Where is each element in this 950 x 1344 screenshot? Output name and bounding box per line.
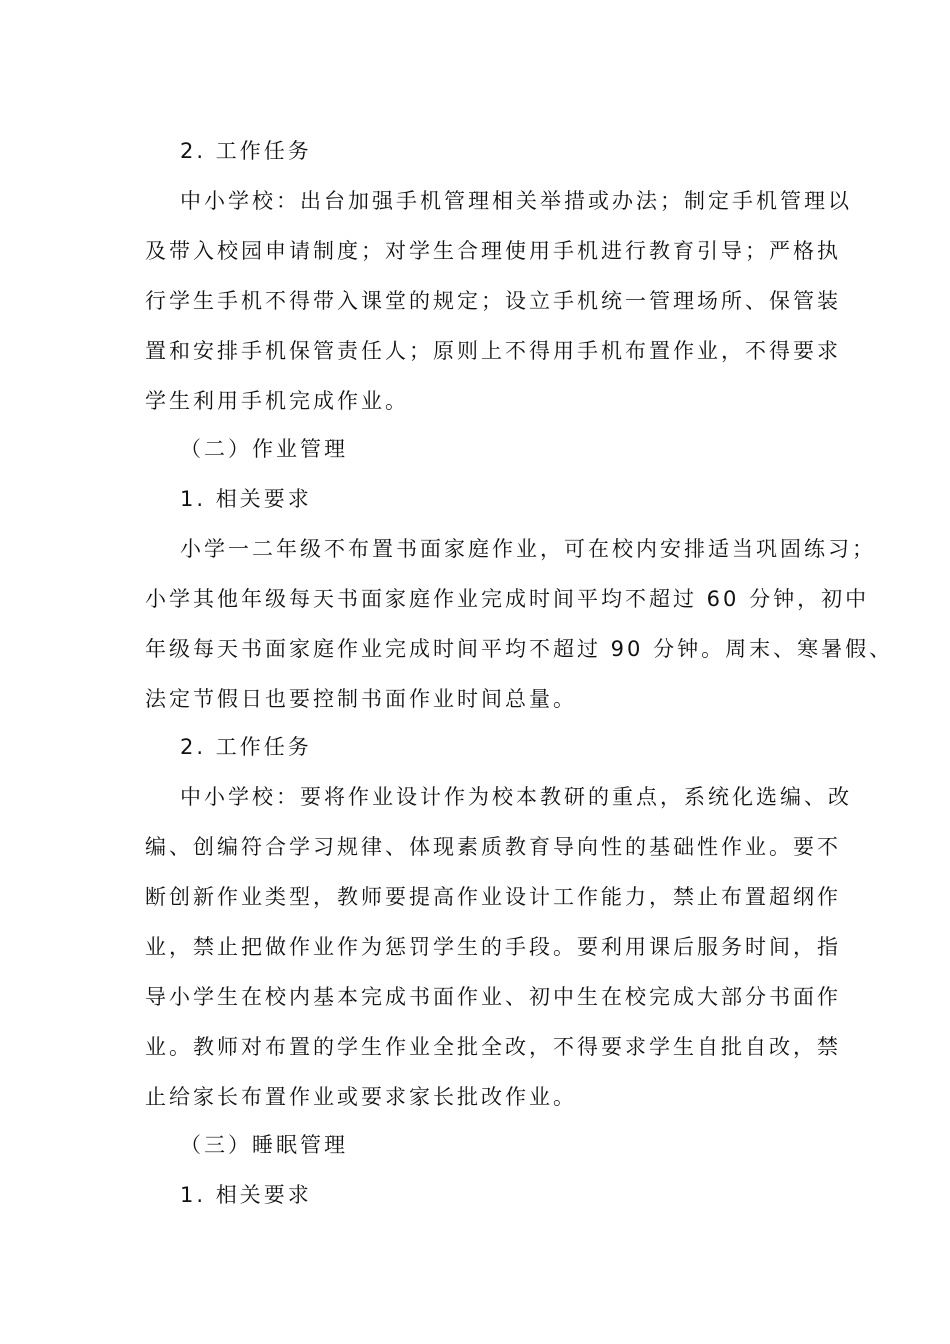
paragraph-line: 断创新作业类型，教师要提高作业设计工作能力，禁止布置超纲作 (145, 885, 841, 909)
paragraph-line: 学生利用手机完成作业。 (145, 389, 409, 413)
paragraph-line: 行学生手机不得带入课堂的规定；设立手机统一管理场所、保管装 (145, 289, 841, 313)
paragraph-line: 业，禁止把做作业作为惩罚学生的手段。要利用课后服务时间，指 (145, 935, 841, 959)
paragraph-line: 业。教师对布置的学生作业全批全改，不得要求学生自批自改，禁 (145, 1035, 841, 1059)
subheading-requirements: 1. 相关要求 (180, 1183, 312, 1207)
paragraph-line: 年级每天书面家庭作业完成时间平均不超过 90 分钟。周末、寒暑假、 (145, 637, 894, 661)
section-heading-homework: （二）作业管理 (180, 437, 348, 461)
paragraph-line: 导小学生在校内基本完成书面作业、初中生在校完成大部分书面作 (145, 985, 841, 1009)
paragraph-line: 止给家长布置作业或要求家长批改作业。 (145, 1085, 577, 1109)
subheading-requirements: 1. 相关要求 (180, 487, 312, 511)
paragraph-line: 小学其他年级每天书面家庭作业完成时间平均不超过 60 分钟，初中 (145, 587, 870, 611)
subheading-work-tasks: 2. 工作任务 (180, 735, 312, 759)
section-heading-sleep: （三）睡眠管理 (180, 1133, 348, 1157)
paragraph-line: 法定节假日也要控制书面作业时间总量。 (145, 687, 577, 711)
paragraph-line: 小学一二年级不布置书面家庭作业，可在校内安排适当巩固练习； (180, 537, 876, 561)
paragraph-line: 编、创编符合学习规律、体现素质教育导向性的基础性作业。要不 (145, 835, 841, 859)
paragraph-line: 中小学校：要将作业设计作为校本教研的重点，系统化选编、改 (180, 785, 852, 809)
paragraph-line: 置和安排手机保管责任人；原则上不得用手机布置作业，不得要求 (145, 339, 841, 363)
paragraph-line: 及带入校园申请制度；对学生合理使用手机进行教育引导；严格执 (145, 239, 841, 263)
paragraph-line: 中小学校：出台加强手机管理相关举措或办法；制定手机管理以 (180, 189, 852, 213)
subheading-work-tasks: 2. 工作任务 (180, 139, 312, 163)
